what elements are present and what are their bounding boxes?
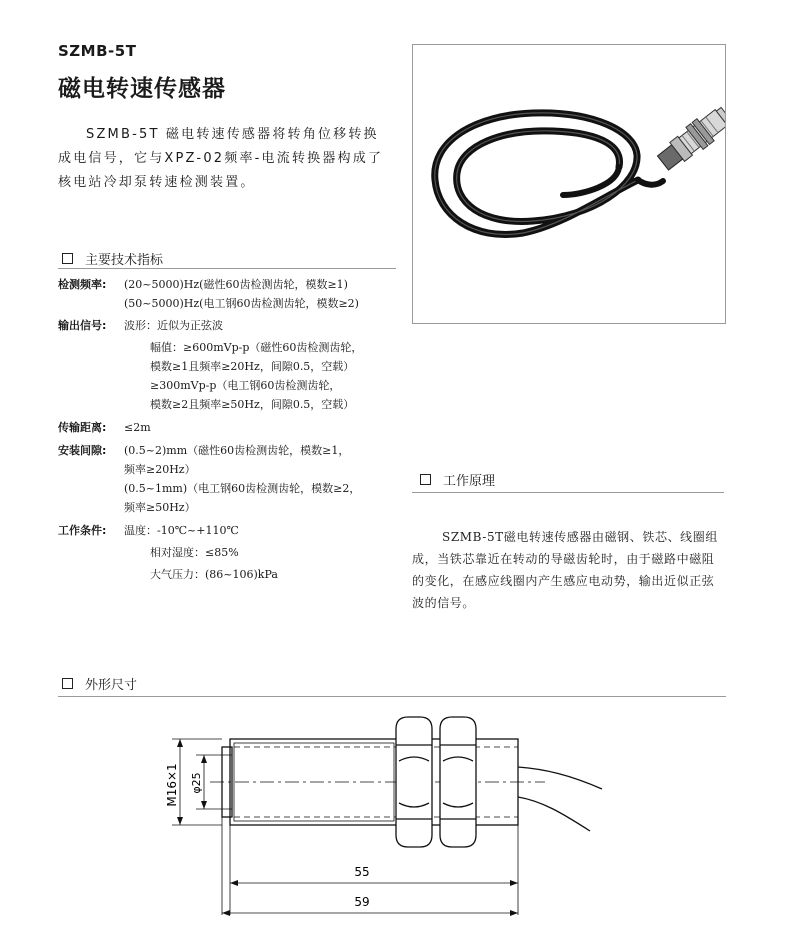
spec-row: [58, 521, 408, 540]
spec-row: [58, 565, 408, 584]
spec-row: [58, 460, 408, 479]
spec-value: ≥300mVp-p（电工钢60齿检测齿轮，: [150, 379, 341, 392]
spec-label: 输出信号:: [58, 319, 107, 332]
checkbox-square-icon: [62, 678, 73, 689]
spec-row: [58, 479, 408, 498]
specs-list: [58, 275, 408, 584]
specs-heading: [62, 249, 163, 268]
spec-row: [58, 441, 408, 460]
spec-row: [58, 316, 408, 335]
dimension-drawing: [150, 705, 610, 925]
checkbox-square-icon: [62, 253, 73, 264]
spec-row: [58, 418, 408, 437]
divider: [412, 492, 724, 493]
specs-heading-label: 主要技术指标: [85, 253, 164, 268]
intro-paragraph: SZMB-5T 磁电转速传感器将转角位移转换成电信号，它与XPZ-02频率-电流转换器构成了核电站冷却泵转速检测装置。: [58, 127, 384, 190]
spec-row: [58, 395, 408, 414]
length-55-label: 55: [354, 865, 370, 879]
product-photo: [412, 44, 726, 324]
divider: [58, 268, 396, 269]
spec-row: [58, 294, 408, 313]
spec-value: 模数≥1且频率≥20Hz，间隙0.5，空载）: [150, 360, 355, 373]
spec-value: (20~5000)Hz(磁性60齿检测齿轮，模数≥1): [124, 278, 348, 291]
dimensions-heading-label: 外形尺寸: [85, 678, 138, 693]
principle-paragraph: SZMB-5T磁电转速传感器由磁钢、铁芯、线圈组成，当铁芯靠近在转动的导磁齿轮时，由于磁路中磁阻的变化，在感应线圈内产生感应电动势，输出近似正弦波的信号。: [412, 530, 718, 610]
length-59-label: 59: [354, 895, 370, 909]
spec-row: [58, 543, 408, 562]
dimensions-heading: [62, 674, 137, 693]
spec-label: 工作条件:: [58, 524, 107, 537]
spec-value: (0.5~1mm)（电工钢60齿检测齿轮，模数≥2，: [124, 482, 361, 495]
product-model: SZMB-5T: [58, 42, 137, 60]
spec-label: 检测频率:: [58, 278, 107, 291]
spec-value: 大气压力：(86~106)kPa: [150, 568, 278, 581]
spec-row: [58, 498, 408, 517]
spec-value: 波形：近似为正弦波: [124, 319, 223, 332]
spec-label: 安装间隙:: [58, 444, 107, 457]
spec-value: 模数≥2且频率≥50Hz，间隙0.5，空载）: [150, 398, 355, 411]
spec-value: 幅值：≥600mVp-p（磁性60齿检测齿轮，: [150, 341, 363, 354]
spec-value: ≤2m: [124, 421, 151, 434]
page-title: 磁电转速传感器: [58, 76, 226, 102]
diameter-dimension-label: φ25: [190, 772, 203, 794]
spec-value: (0.5~2)mm（磁性60齿检测齿轮，模数≥1，: [124, 444, 350, 457]
spec-value: 相对湿度：≤85%: [150, 546, 239, 559]
spec-label: 传输距离:: [58, 421, 107, 434]
spec-value: 温度：-10℃~+110℃: [124, 524, 239, 537]
spec-row: [58, 376, 408, 395]
spec-row: [58, 275, 408, 294]
spec-value: 频率≥20Hz）: [124, 463, 196, 476]
spec-row: [58, 338, 408, 357]
sensor-cable-illustration: [413, 45, 725, 323]
thread-dimension-label: M16×1: [165, 763, 179, 807]
principle-heading-label: 工作原理: [443, 474, 496, 489]
divider: [58, 696, 726, 697]
checkbox-square-icon: [420, 474, 431, 485]
spec-value: (50~5000)Hz(电工钢60齿检测齿轮，模数≥2): [124, 297, 359, 310]
spec-row: [58, 357, 408, 376]
principle-heading: [420, 470, 495, 489]
spec-value: 频率≥50Hz）: [124, 501, 196, 514]
